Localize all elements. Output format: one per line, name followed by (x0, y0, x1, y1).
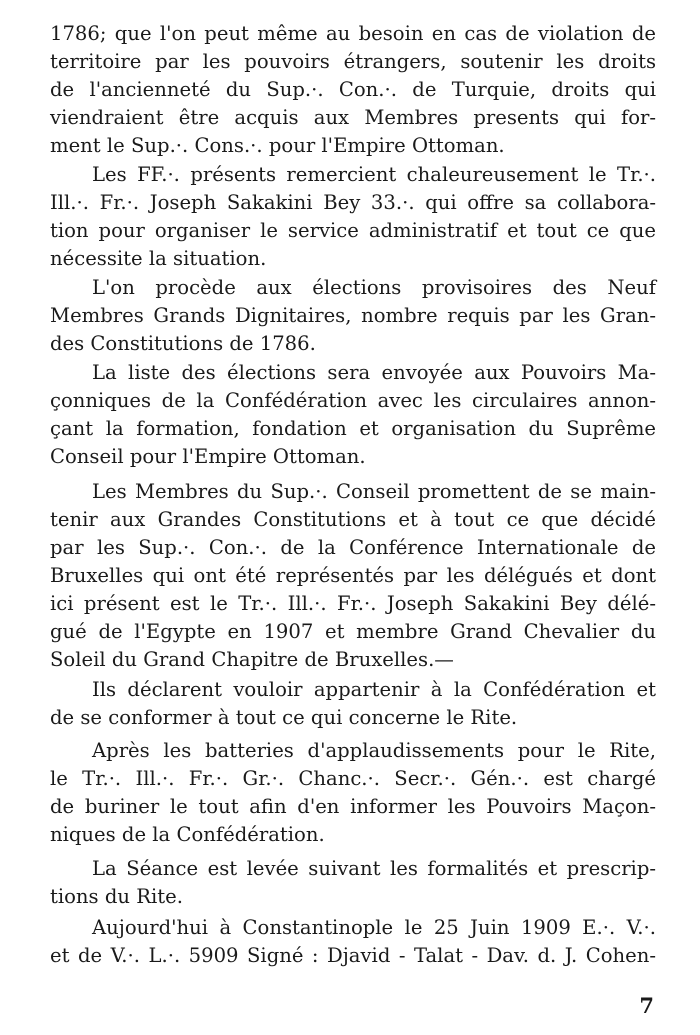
paragraph-first-line: Aujourd'hui à Constantinople le 25 Juin 1909 E.·. V.·. (92, 916, 656, 939)
paragraph-first-line: La liste des élections sera envoyée aux Pouvoirs Ma- (92, 361, 656, 384)
text-line: le Tr.·. Ill.·. Fr.·. Gr.·. Chanc.·. Secr.·. Gén.·. est chargé (50, 767, 656, 790)
paragraph-first-line: L'on procède aux élections provisoires des Neuf (92, 276, 656, 299)
text-line: Ill.·. Fr.·. Joseph Sakakini Bey 33.·. qui offre sa collabora- (50, 191, 656, 214)
text-line: tions du Rite. (50, 885, 183, 908)
paragraph-first-line: La Séance est levée suivant les formalités et prescrip- (92, 857, 656, 880)
text-line: ici présent est le Tr.·. Ill.·. Fr.·. Joseph Sakakini Bey délé- (50, 592, 656, 615)
text-line: de l'ancienneté du Sup.·. Con.·. de Turquie, droits qui (50, 78, 656, 101)
text-line: et de V.·. L.·. 5909 Signé : Djavid - Talat - Dav. d. J. Cohen- (50, 944, 656, 967)
text-line: çonniques de la Confédération avec les circulaires annon- (50, 389, 656, 412)
text-line: par les Sup.·. Con.·. de la Conférence Internationale de (50, 536, 656, 559)
text-line: de se conformer à tout ce qui concerne le Rite. (50, 706, 518, 729)
text-line: gué de l'Egypte en 1907 et membre Grand Chevalier du (50, 620, 656, 643)
text-line: niques de la Confédération. (50, 823, 325, 846)
text-line: tenir aux Grandes Constitutions et à tout ce que décidé (50, 508, 656, 531)
text-line: viendraient être acquis aux Membres presents qui for- (50, 106, 656, 129)
paragraph-first-line: Après les batteries d'applaudissements pour le Rite, (92, 739, 656, 762)
text-line: des Constitutions de 1786. (50, 332, 316, 355)
paragraph-first-line: Les Membres du Sup.·. Conseil promettent de se main- (92, 480, 656, 503)
text-line: territoire par les pouvoirs étrangers, soutenir les droits (50, 50, 656, 73)
text-line: nécessite la situation. (50, 247, 267, 270)
paragraph-first-line: Les FF.·. présents remercient chaleureusement le Tr.·. (92, 163, 656, 186)
text-line: 1786; que l'on peut même au besoin en cas de violation de (50, 22, 656, 45)
text-line: Conseil pour l'Empire Ottoman. (50, 445, 366, 468)
text-line: Bruxelles qui ont été représentés par les délégués et dont (50, 564, 656, 587)
text-line: çant la formation, fondation et organisation du Suprême (50, 417, 656, 440)
text-line: ment le Sup.·. Cons.·. pour l'Empire Ottoman. (50, 134, 505, 157)
text-line: tion pour organiser le service administratif et tout ce que (50, 219, 656, 242)
text-line: de buriner le tout afin d'en informer les Pouvoirs Maçon- (50, 795, 656, 818)
text-line: Soleil du Grand Chapitre de Bruxelles.— (50, 648, 454, 671)
page-number: 7 (639, 993, 654, 1018)
text-line: Membres Grands Dignitaires, nombre requis par les Gran- (50, 304, 656, 327)
paragraph-first-line: Ils déclarent vouloir appartenir à la Confédération et (92, 678, 656, 701)
